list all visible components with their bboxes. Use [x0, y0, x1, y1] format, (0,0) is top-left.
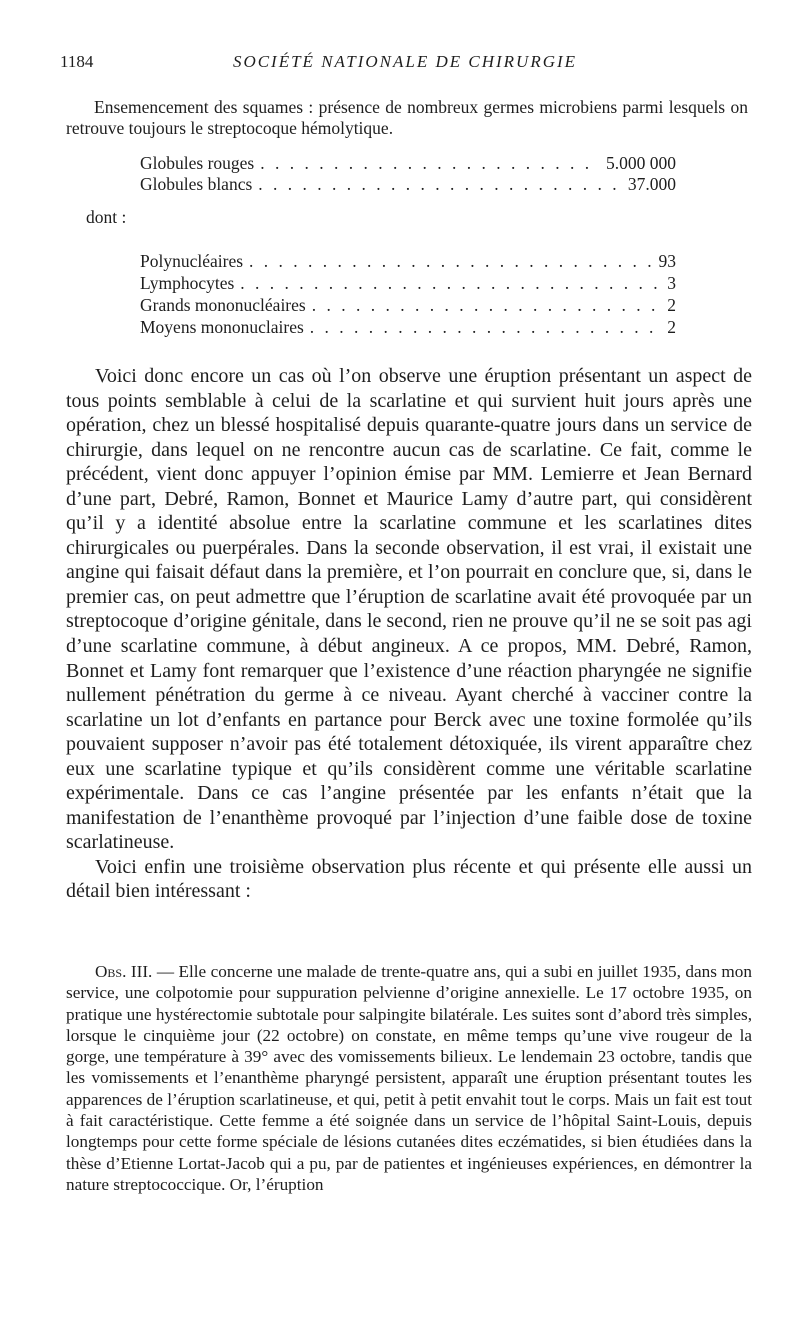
row-label: Grands mononucléaires — [140, 295, 306, 315]
observation-paragraph — [66, 961, 752, 1195]
body-paragraph: Voici enfin une troisième observation plus récente et qui présente elle aussi un détail bien intéressant : — [66, 855, 752, 903]
row-label: Moyens mononuclaires — [140, 317, 304, 337]
row-value: 2 — [667, 317, 676, 337]
blood-count-table — [140, 153, 676, 195]
dot-leader — [258, 174, 622, 195]
row-label: Globules rouges — [140, 153, 255, 173]
page-header — [60, 52, 750, 78]
table-row — [140, 174, 676, 195]
lead-paragraph — [66, 97, 748, 139]
row-label: Lymphocytes — [140, 273, 235, 293]
table-row — [140, 294, 676, 316]
observation-label: Obs. III. — [95, 962, 153, 981]
dot-leader — [310, 316, 661, 338]
table-row — [140, 316, 676, 338]
dot-leader — [260, 153, 600, 174]
row-value: 3 — [667, 273, 676, 293]
dot-leader — [249, 250, 652, 272]
table-row — [140, 250, 676, 272]
row-value: 93 — [658, 251, 676, 271]
row-label: Polynucléaires — [140, 251, 244, 271]
observation-text: — Elle concerne une malade de trente-quatre ans, qui a subi en juillet 1935, dans mon service, une colpotomie pour suppuration pelvienne d’origine annexielle. Le 17 octobre 1935, on pratique une hystérectomie subtotale pour salpingite bilatérale. Les suites sont d’abord très simples, lorsque le cinquième jour (22 octobre) on constate, en même temps qu’une vive rougeur de la gorge, une température à 39° avec des vomissements bilieux. Le lendemain 23 octobre, tandis que les vomissements et l’enanthème pharyngé persistent, apparaît une éruption présentant toutes les apparences de l’éruption scarlatineuse, et qui, petit à petit envahit tout le corps. Mais un fait est tout à fait caractéristique. Cette femme a été soignée dans un service de l’hôpital Saint-Louis, depuis longtemps pour cette forme spéciale de lésions cutanées dites eczématides, si bien étudiées dans la thèse d’Etienne Lortat-Jacob qui a pu, par de patientes et ingénieuses expériences, en démontrer la nature streptococcique. Or, l’éruption — [66, 962, 752, 1194]
dont-label: dont : — [86, 207, 127, 227]
row-label: Globules blancs — [140, 174, 253, 194]
dot-leader — [240, 272, 661, 294]
row-value: 37.000 — [627, 174, 676, 194]
page-number: 1184 — [60, 52, 94, 71]
running-title: SOCIÉTÉ NATIONALE DE CHIRURGIE — [232, 52, 578, 71]
dot-leader — [312, 294, 662, 316]
table-row — [140, 272, 676, 294]
lead-text: Ensemencement des squames : présence de nombreux germes microbiens parmi lesquels on retrouve toujours le streptocoque hémolytique. — [66, 97, 748, 138]
body-paragraph: Voici donc encore un cas où l’on observe une éruption présentant un aspect de tous points semblable à celui de la scarlatine et qui survient huit jours après une opération, chez un blessé hospitalisé depuis quarante-quatre jours dans un service de chirurgie, dans lequel on ne rencontre aucun cas de scarlatine. Ce fait, comme le précédent, vient donc appuyer l’opinion émise par MM. Lemierre et Jean Bernard d’une part, Debré, Ramon, Bonnet et Maurice Lamy d’autre part, qui considèrent qu’il y a identité absolue entre la scarlatine commune et les scarlatines dites chirurgicales ou puerpérales. Dans la seconde observation, il est vrai, il existait une angine qui faisait défaut dans la première, et l’on pourrait en conclure que, si, dans le premier cas, on peut admettre que l’éruption de scarlatine avait été provoquée par un streptocoque d’origine génitale, dans le second, rien ne prouve qu’il ne se soit pas agi d’une scarlatine commune, à début angineux. A ce propos, MM. Debré, Ramon, Bonnet et Lamy font remarquer que l’existence d’une réaction pharyngée ne signifie nullement pénétration du germe à ce niveau. Ayant cherché à vacciner contre la scarlatine un lot d’enfants en partance pour Berck avec une toxine formolée qu’ils pouvaient supposer n’avoir pas été totalement détoxiquée, ils virent apparaître chez eux une scarlatine typique et qu’ils considèrent comme une véritable scarlatine expérimentale. Dans ce cas l’angine présentée par les enfants n’était que la manifestation de l’enanthème provoqué par l’injection d’une faible dose de toxine scarlatineuse. — [66, 365, 752, 854]
table-row — [140, 153, 676, 174]
row-value: 2 — [667, 295, 676, 315]
observation-block — [66, 961, 752, 1195]
main-text — [66, 364, 752, 904]
differential-count-table — [140, 250, 676, 338]
row-value: 5.000 000 — [606, 153, 676, 173]
